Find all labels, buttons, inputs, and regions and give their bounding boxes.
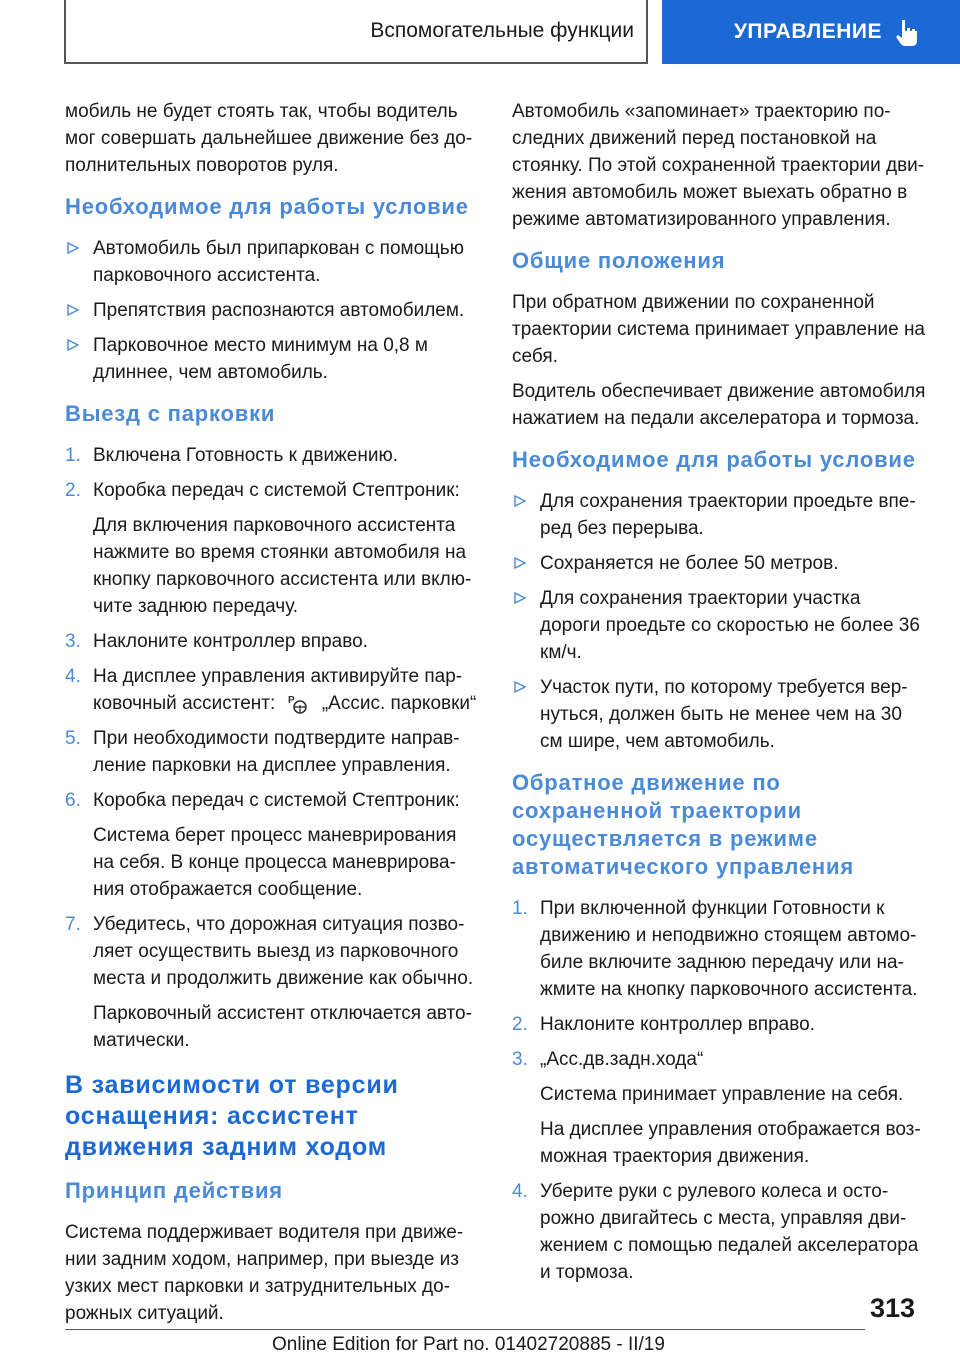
triangle-bullet-icon — [67, 339, 79, 351]
list-item: Для сохранения траектории участка дороги проедьте со скоростью не более 36 км/ч. — [512, 585, 926, 666]
left-condition-list — [65, 235, 479, 386]
list-item: 5. При необходимости подтвердите направ-ление парковки на дисплее управления. — [65, 728, 460, 776]
header-section-tab — [64, 0, 648, 64]
list-item: 4. Уберите руки с рулевого колеса и осто-рожно двигайтесь с места, управляя дви-жением с помощью педалей акселератора и тормоза. — [512, 1181, 919, 1283]
triangle-bullet-icon — [67, 304, 79, 316]
list-item: Парковочное место минимум на 0,8 м длиннее, чем автомобиль. — [65, 332, 479, 386]
triangle-bullet-icon — [514, 557, 526, 569]
left-condition-heading: Необходимое для работы условие — [65, 194, 469, 219]
header-chapter-title: УПРАВЛЕНИЕ — [733, 20, 882, 43]
left-column — [65, 98, 479, 1335]
header-section-title: Вспомогательные функции — [370, 19, 634, 42]
right-condition-list — [512, 488, 926, 755]
parking-assistant-icon — [287, 693, 309, 715]
triangle-bullet-icon — [67, 242, 79, 254]
right-intro: Автомобиль «запоминает» траекторию по-следних движений перед постановкой на стоянку. По этой сохраненной траектории дви-жения автомобиль может выехать обратно в режиме автоматизированного управления. — [512, 101, 925, 230]
auto-reverse-heading: Обратное движение по сохраненной траектории осуществляется в режиме автоматического управления — [512, 770, 854, 879]
general-text-1: При обратном движении по сохраненной траектории система принимает управление на себя. — [512, 292, 925, 367]
svg-text:P: P — [287, 694, 295, 706]
list-item: Препятствия распознаются автомобилем. — [65, 297, 479, 324]
principle-heading: Принцип действия — [65, 1178, 283, 1203]
list-item: 4. На дисплее управления активируйте пар-ковочный ассистент: P „Ассис. парковки“ — [65, 666, 477, 714]
left-intro: мобиль не будет стоять так, чтобы водитель мог совершать дальнейшее движение без до-полнительных поворотов руля. — [65, 101, 473, 176]
list-item: Для сохранения траектории проедьте впе-ред без перерыва. — [512, 488, 926, 542]
triangle-bullet-icon — [514, 681, 526, 693]
auto-reverse-steps — [512, 895, 926, 1286]
right-condition-heading: Необходимое для работы условие — [512, 447, 916, 472]
list-item: 1. При включенной функции Готовности к движению и неподвижно стоящем автомо-биле включите заднюю передачу или на-жмите на кнопку парковочного ассистента. — [512, 898, 918, 1000]
list-item: 6. Коробка передач с системой Стептроник: Система берет процесс маневрирования на себя. В конце процесса маневрирова-ния отображается сообщение. — [65, 790, 460, 900]
header-chapter-tab — [662, 0, 960, 64]
list-item: 2. Коробка передач с системой Стептроник: Для включения парковочного ассистента нажмите во время стоянки автомобиля на кнопку парковочного ассистента или вклю-чите заднюю передачу. — [65, 480, 472, 617]
exit-parking-steps — [65, 442, 479, 1054]
list-item: 3. Наклоните контроллер вправо. — [65, 631, 368, 652]
triangle-bullet-icon — [514, 495, 526, 507]
list-item: Участок пути, по которому требуется вер-нуться, должен быть не менее чем на 30 см шире, чем автомобиль. — [512, 674, 926, 755]
general-heading: Общие положения — [512, 248, 726, 273]
footer-edition: Online Edition for Part no. 01402720885 - II/19 — [272, 1334, 665, 1355]
general-text-2: Водитель обеспечивает движение автомобиля нажатием на педали акселератора и тормоза. — [512, 381, 926, 429]
list-item: Сохраняется не более 50 метров. — [512, 550, 926, 577]
list-item: 1. Включена Готовность к движению. — [65, 445, 398, 466]
hand-pointer-icon — [894, 18, 920, 46]
list-item: Автомобиль был припаркован с помощью парковочного ассистента. — [65, 235, 479, 289]
principle-text: Система поддерживает водителя при движе-нии задним ходом, например, при выезде из узких мест парковки и затруднительных до-рожных ситуаций. — [65, 1222, 464, 1324]
exit-parking-heading: Выезд с парковки — [65, 401, 276, 426]
triangle-bullet-icon — [514, 592, 526, 604]
list-item: 3. „Асс.дв.задн.хода“ Система принимает управление на себя. На дисплее управления отображается воз-можная траектория движения. — [512, 1049, 921, 1167]
right-column — [512, 98, 926, 1294]
list-item: 2. Наклоните контроллер вправо. — [512, 1014, 815, 1035]
page-number: 313 — [870, 1293, 916, 1323]
footer-divider — [65, 1329, 865, 1330]
reverse-assistant-heading: В зависимости от версии оснащения: ассистент движения задним ходом — [65, 1071, 399, 1161]
list-item: 7. Убедитесь, что дорожная ситуация позво-ляет осуществить выезд из парковочного места и продолжить движение как обычно. Парковочный ассистент отключается авто-матически. — [65, 914, 474, 1051]
